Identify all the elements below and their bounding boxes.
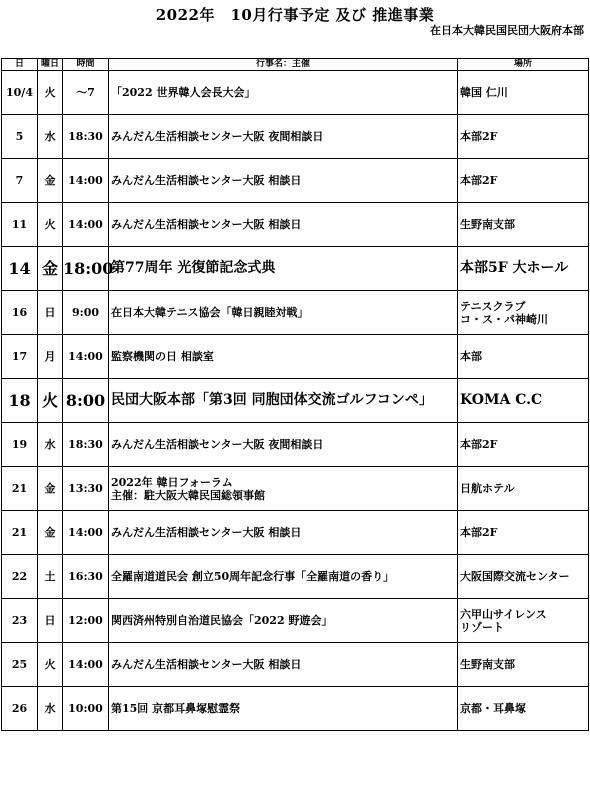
cell-weekday: 月	[38, 335, 63, 379]
table-row	[2, 335, 589, 379]
column-header-place: 場所	[458, 59, 589, 71]
cell-event: みんだん生活相談センター大阪 相談日	[109, 203, 458, 247]
cell-weekday: 火	[38, 643, 63, 687]
cell-place: 京都・耳鼻塚	[458, 687, 589, 731]
cell-day: 7	[2, 159, 38, 203]
cell-place: 生野南支部	[458, 643, 589, 687]
column-header-event: 行事名：主催	[109, 59, 458, 71]
cell-place: 生野南支部	[458, 203, 589, 247]
table-row	[2, 599, 589, 643]
cell-day: 14	[2, 247, 38, 291]
cell-event: 民団大阪本部「第3回 同胞団体交流ゴルフコンペ」	[109, 379, 458, 423]
table-row	[2, 115, 589, 159]
cell-weekday: 金	[38, 247, 63, 291]
table-row-highlighted	[2, 247, 589, 291]
cell-event: 第15回 京都耳鼻塚慰霊祭	[109, 687, 458, 731]
table-row-highlighted	[2, 379, 589, 423]
organization-name: 在日本大韓民国民団大阪府本部	[430, 24, 584, 37]
cell-place: テニスクラブ コ・ス・パ神崎川	[458, 291, 589, 335]
cell-day: 26	[2, 687, 38, 731]
cell-event: 監察機関の日 相談室	[109, 335, 458, 379]
column-header-weekday: 曜日	[38, 59, 63, 71]
cell-event: みんだん生活相談センター大阪 相談日	[109, 511, 458, 555]
cell-time: 14:00	[63, 335, 109, 379]
cell-place: 本部2F	[458, 423, 589, 467]
cell-time: 10:00	[63, 687, 109, 731]
table-row	[2, 71, 589, 115]
cell-day: 17	[2, 335, 38, 379]
cell-day: 21	[2, 467, 38, 511]
cell-day: 25	[2, 643, 38, 687]
cell-event: みんだん生活相談センター大阪 相談日	[109, 643, 458, 687]
table-header-row	[2, 59, 589, 71]
cell-place: 本部2F	[458, 115, 589, 159]
cell-event: 第77周年 光復節記念式典	[109, 247, 458, 291]
cell-place: 六甲山サイレンス リゾート	[458, 599, 589, 643]
cell-time: ～7	[63, 71, 109, 115]
schedule-table	[1, 58, 589, 731]
cell-event: みんだん生活相談センター大阪 夜間相談日	[109, 423, 458, 467]
cell-time: 16:30	[63, 555, 109, 599]
cell-weekday: 金	[38, 467, 63, 511]
cell-weekday: 土	[38, 555, 63, 599]
cell-place: KOMA C.C	[458, 379, 589, 423]
cell-weekday: 日	[38, 599, 63, 643]
cell-event: 関西済州特別自治道民協会「2022 野遊会」	[109, 599, 458, 643]
cell-place: 大阪国際交流センター	[458, 555, 589, 599]
cell-time: 13:30	[63, 467, 109, 511]
cell-time: 14:00	[63, 643, 109, 687]
cell-weekday: 日	[38, 291, 63, 335]
cell-day: 22	[2, 555, 38, 599]
cell-day: 5	[2, 115, 38, 159]
cell-event: 全羅南道道民会 創立50周年記念行事「全羅南道の香り」	[109, 555, 458, 599]
cell-day: 18	[2, 379, 38, 423]
cell-place: 本部	[458, 335, 589, 379]
cell-day: 11	[2, 203, 38, 247]
cell-weekday: 水	[38, 115, 63, 159]
cell-day: 16	[2, 291, 38, 335]
table-row	[2, 291, 589, 335]
column-header-day: 日	[2, 59, 38, 71]
cell-day: 19	[2, 423, 38, 467]
table-row	[2, 643, 589, 687]
cell-time: 14:00	[63, 511, 109, 555]
cell-time: 8:00	[63, 379, 109, 423]
cell-time: 18:00	[63, 247, 109, 291]
table-row	[2, 159, 589, 203]
cell-day: 21	[2, 511, 38, 555]
cell-event: みんだん生活相談センター大阪 夜間相談日	[109, 115, 458, 159]
cell-time: 14:00	[63, 203, 109, 247]
cell-weekday: 金	[38, 511, 63, 555]
cell-event: 在日本大韓テニス協会「韓日親睦対戦」	[109, 291, 458, 335]
cell-place: 本部2F	[458, 159, 589, 203]
table-row	[2, 687, 589, 731]
cell-day: 23	[2, 599, 38, 643]
cell-day: 10/4	[2, 71, 38, 115]
table-row	[2, 423, 589, 467]
table-row	[2, 555, 589, 599]
cell-time: 14:00	[63, 159, 109, 203]
table-row	[2, 467, 589, 511]
cell-place: 本部2F	[458, 511, 589, 555]
table-row	[2, 511, 589, 555]
cell-place: 韓国 仁川	[458, 71, 589, 115]
column-header-time: 時間	[63, 59, 109, 71]
cell-weekday: 水	[38, 423, 63, 467]
cell-weekday: 火	[38, 203, 63, 247]
cell-time: 18:30	[63, 115, 109, 159]
cell-place: 日航ホテル	[458, 467, 589, 511]
table-row	[2, 203, 589, 247]
cell-weekday: 火	[38, 71, 63, 115]
cell-event: みんだん生活相談センター大阪 相談日	[109, 159, 458, 203]
cell-event: 「2022 世界韓人会長大会」	[109, 71, 458, 115]
page-title: 2022年 10月行事予定 及び 推進事業	[155, 6, 435, 24]
cell-time: 9:00	[63, 291, 109, 335]
cell-place: 本部5F 大ホール	[458, 247, 589, 291]
cell-time: 18:30	[63, 423, 109, 467]
cell-weekday: 金	[38, 159, 63, 203]
cell-weekday: 火	[38, 379, 63, 423]
table-body	[2, 71, 589, 731]
cell-time: 12:00	[63, 599, 109, 643]
cell-event: 2022年 韓日フォーラム 主催：駐大阪大韓民国総領事館	[109, 467, 458, 511]
cell-weekday: 水	[38, 687, 63, 731]
